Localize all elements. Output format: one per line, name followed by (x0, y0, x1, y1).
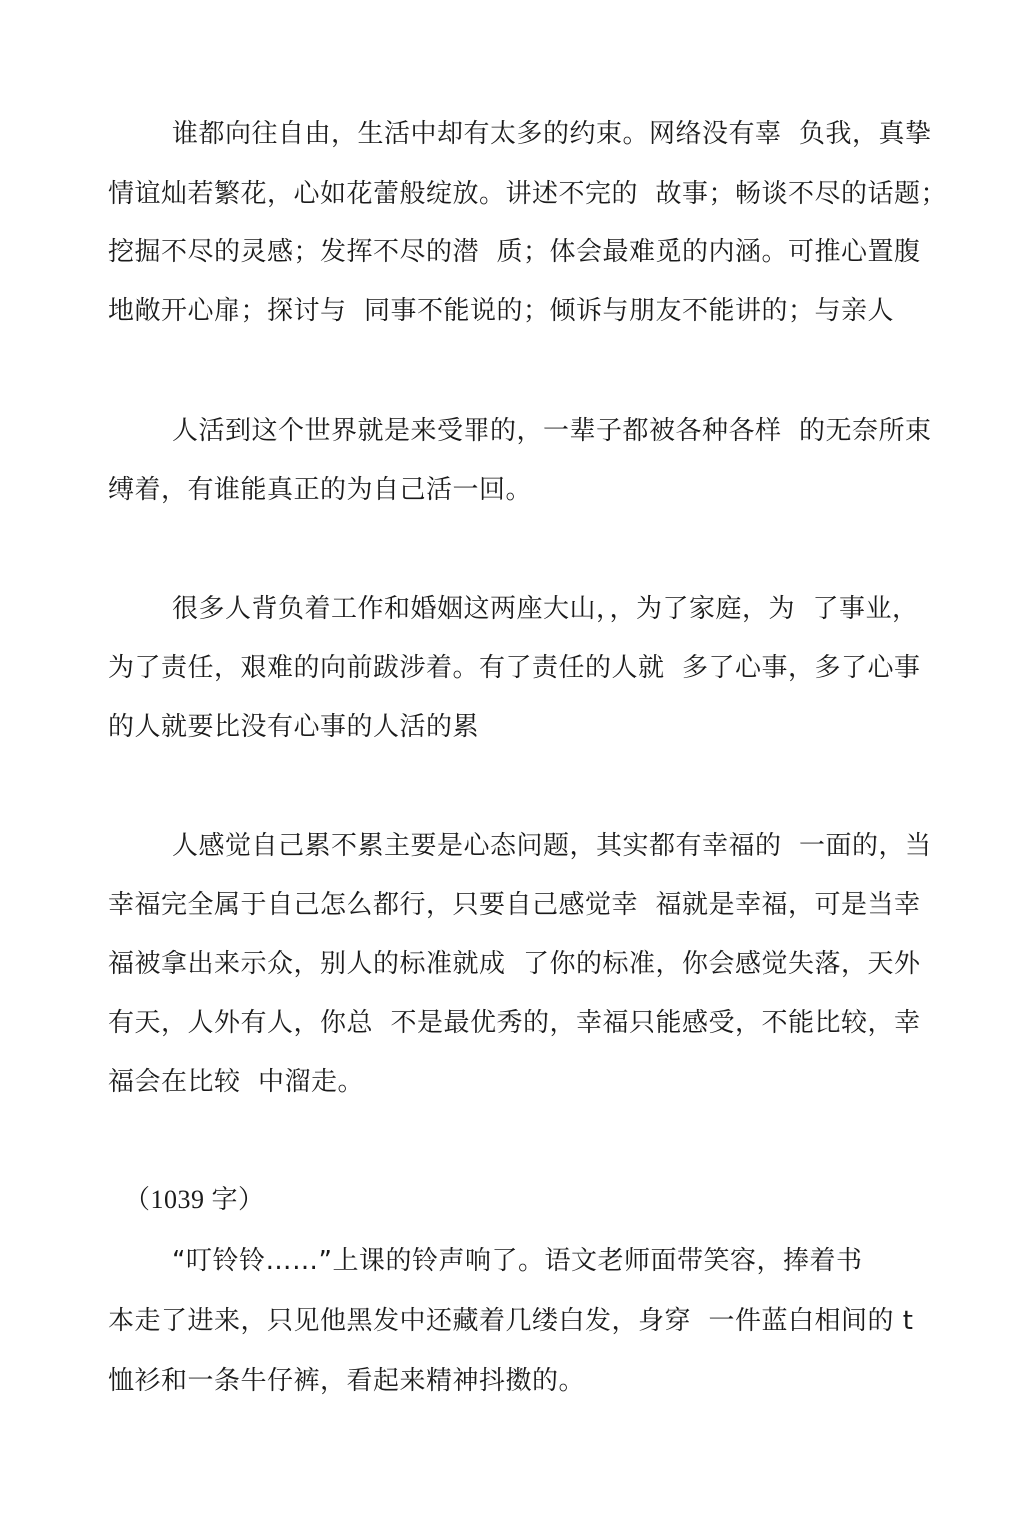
paragraph-1-line-4: 地敞开心扉；探讨与 同事不能说的；倾诉与朋友不能讲的；与亲人 (108, 296, 895, 326)
paragraph-4-line-2: 幸福完全属于自己怎么都行，只要自己感觉幸 福就是幸福，可是当幸 (108, 890, 921, 920)
paragraph-2-line-2: 缚着，有谁能真正的为自己活一回。 (108, 475, 533, 505)
story-line-3: 恤衫和一条牛仔裤，看起来精神抖擞的。 (108, 1366, 586, 1396)
paragraph-3-line-2: 为了责任，艰难的向前跋涉着。有了责任的人就 多了心事，多了心事 (108, 653, 921, 683)
paragraph-2-line-1: 人活到这个世界就是来受罪的，一辈子都被各种各样 的无奈所束 (172, 416, 932, 446)
paragraph-4-line-1: 人感觉自己累不累主要是心态问题，其实都有幸福的 一面的，当 (172, 831, 932, 861)
story-line-1: “叮铃铃……”上课的铃声响了。语文老师面带笑容，捧着书 (172, 1246, 863, 1276)
paragraph-1-line-3: 挖掘不尽的灵感；发挥不尽的潜 质；体会最难觅的内涵。可推心置腹 (108, 237, 921, 267)
paragraph-3-line-1: 很多人背负着工作和婚姻这两座大山，，为了家庭，为 了事业， (172, 594, 919, 624)
paragraph-4-line-5: 福会在比较 中溜走。 (108, 1067, 365, 1097)
paragraph-4-line-3: 福被拿出来示众，别人的标准就成 了你的标准，你会感觉失落，天外 (108, 949, 921, 979)
paragraph-3-line-3: 的人就要比没有心事的人活的累 (108, 712, 480, 742)
word-count: （1039 字） (124, 1185, 265, 1214)
paragraph-1-line-2: 情谊灿若繁花，心如花蕾般绽放。讲述不完的 故事；畅谈不尽的话题； (108, 179, 948, 209)
paragraph-1-line-1: 谁都向往自由，生活中却有太多的约束。网络没有辜 负我，真挚 (172, 119, 932, 149)
paragraph-4-line-4: 有天，人外有人，你总 不是最优秀的，幸福只能感受，不能比较，幸 (108, 1008, 921, 1038)
story-line-2: 本走了进来，只见他黑发中还藏着几缕白发，身穿 一件蓝白相间的 t (108, 1306, 914, 1336)
